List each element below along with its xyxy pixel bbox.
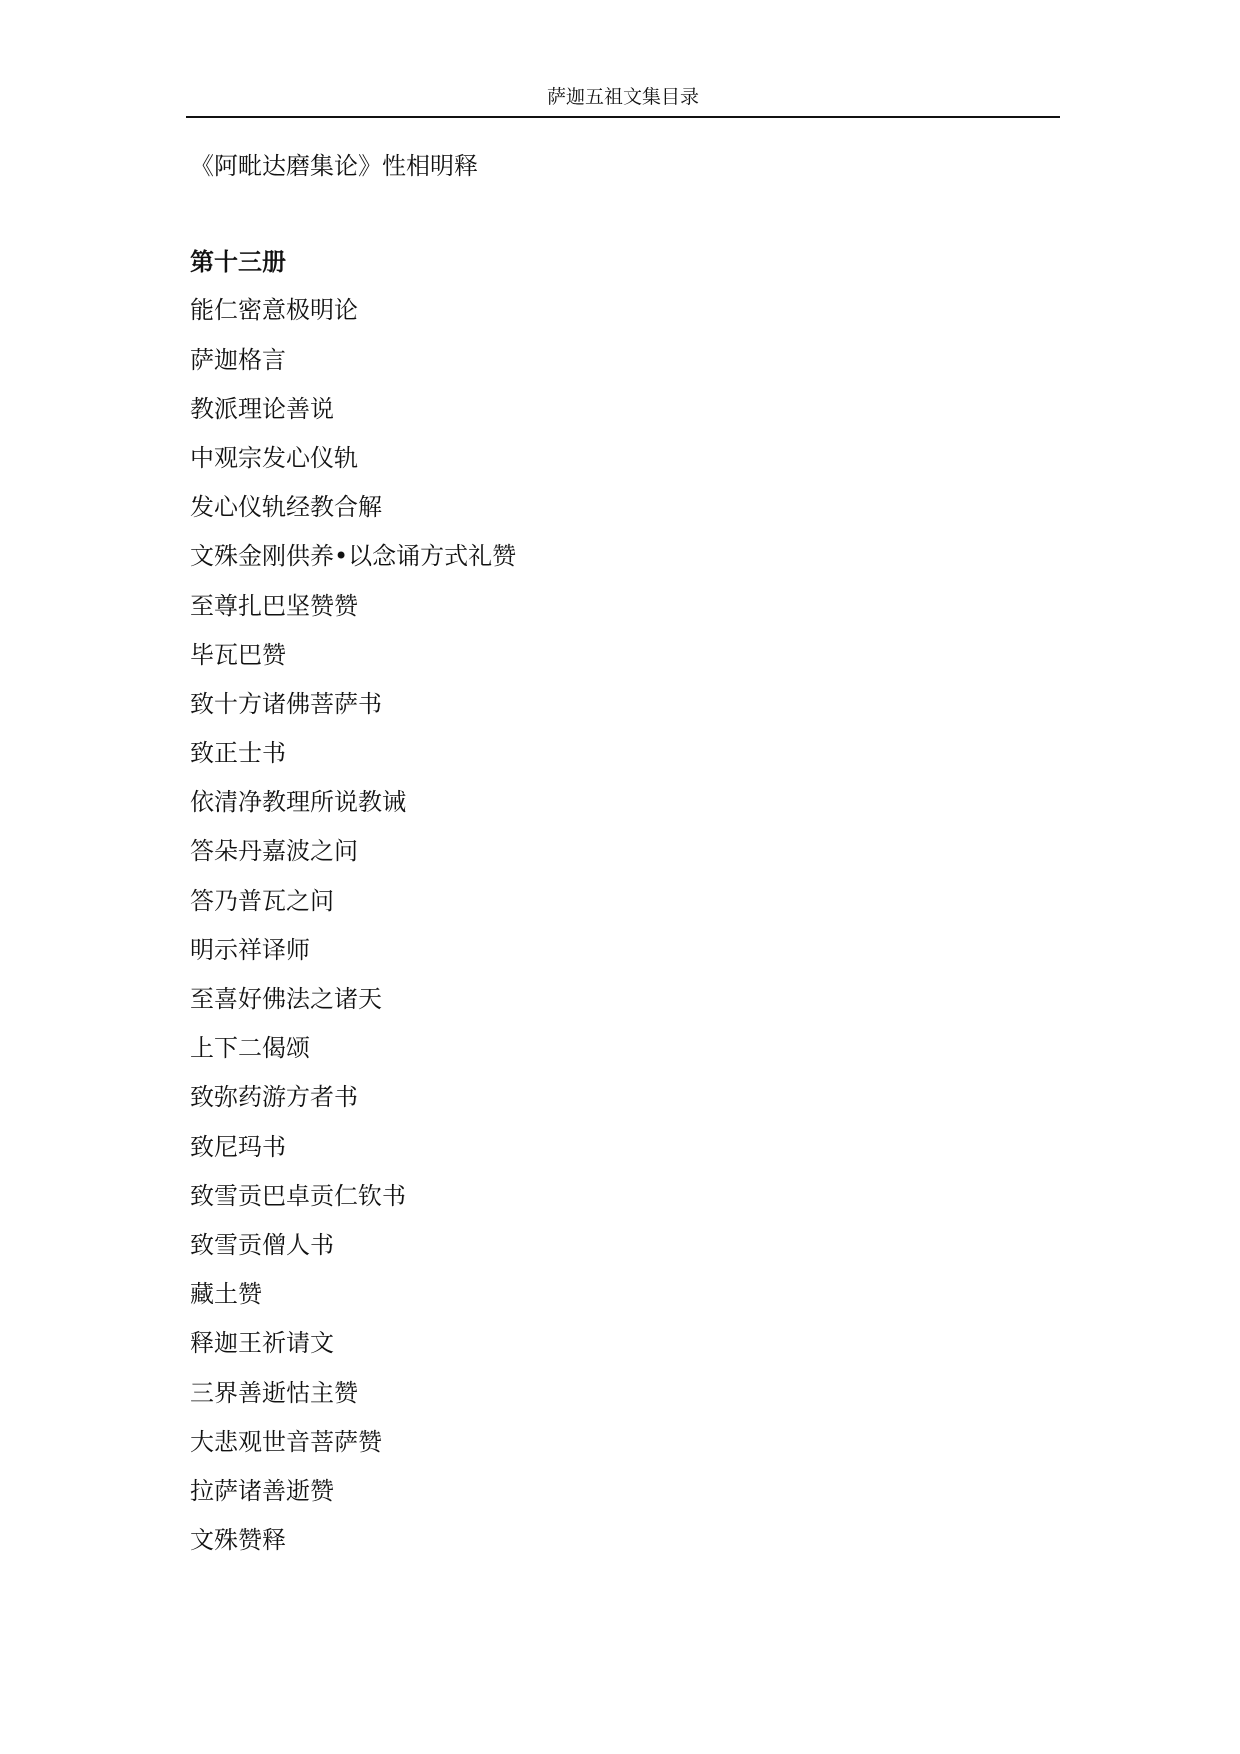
toc-entry: 能仁密意极明论 (190, 296, 358, 325)
toc-entry: 致雪贡巴卓贡仁钦书 (190, 1181, 406, 1210)
toc-entry: 致尼玛书 (190, 1132, 286, 1161)
section-heading: 第十三册 (190, 247, 286, 277)
toc-entry: 明示祥译师 (190, 935, 310, 964)
toc-entry: 依清净教理所说教诫 (190, 788, 406, 817)
toc-entry: 致正士书 (190, 739, 286, 768)
toc-entry: 萨迦格言 (190, 345, 286, 374)
toc-entry: 教派理论善说 (190, 394, 334, 423)
toc-entry: 致雪贡僧人书 (190, 1230, 334, 1259)
toc-entry: 上下二偈颂 (190, 1034, 310, 1063)
toc-entry: 文殊赞释 (190, 1526, 286, 1555)
toc-entry: 至尊扎巴坚赞赞 (190, 591, 358, 620)
toc-entry: 毕瓦巴赞 (190, 640, 286, 669)
toc-entry: 致弥药游方者书 (190, 1083, 358, 1112)
toc-entry: 大悲观世音菩萨赞 (190, 1427, 382, 1456)
continued-entry: 《阿毗达磨集论》性相明释 (190, 152, 478, 180)
toc-entry: 致十方诸佛菩萨书 (190, 689, 382, 718)
toc-entry: 三界善逝怙主赞 (190, 1378, 358, 1407)
toc-entry: 至喜好佛法之诸天 (190, 985, 382, 1013)
section-entry-list (190, 286, 1050, 1565)
toc-entry: 藏土赞 (190, 1280, 262, 1309)
toc-entry: 拉萨诸善逝赞 (190, 1476, 334, 1505)
toc-entry: 释迦王祈请文 (190, 1329, 334, 1358)
header-title: 萨迦五祖文集目录 (546, 86, 699, 108)
toc-entry: 答朵丹嘉波之问 (190, 837, 358, 866)
page-header (186, 86, 1060, 118)
toc-entry: 发心仪轨经教合解 (190, 493, 382, 522)
toc-entry: 中观宗发心仪轨 (190, 443, 358, 472)
toc-entry: 答乃普瓦之问 (190, 886, 334, 915)
toc-entry: 文殊金刚供养•以念诵方式礼赞 (190, 542, 517, 571)
table-of-contents (190, 152, 1050, 1565)
